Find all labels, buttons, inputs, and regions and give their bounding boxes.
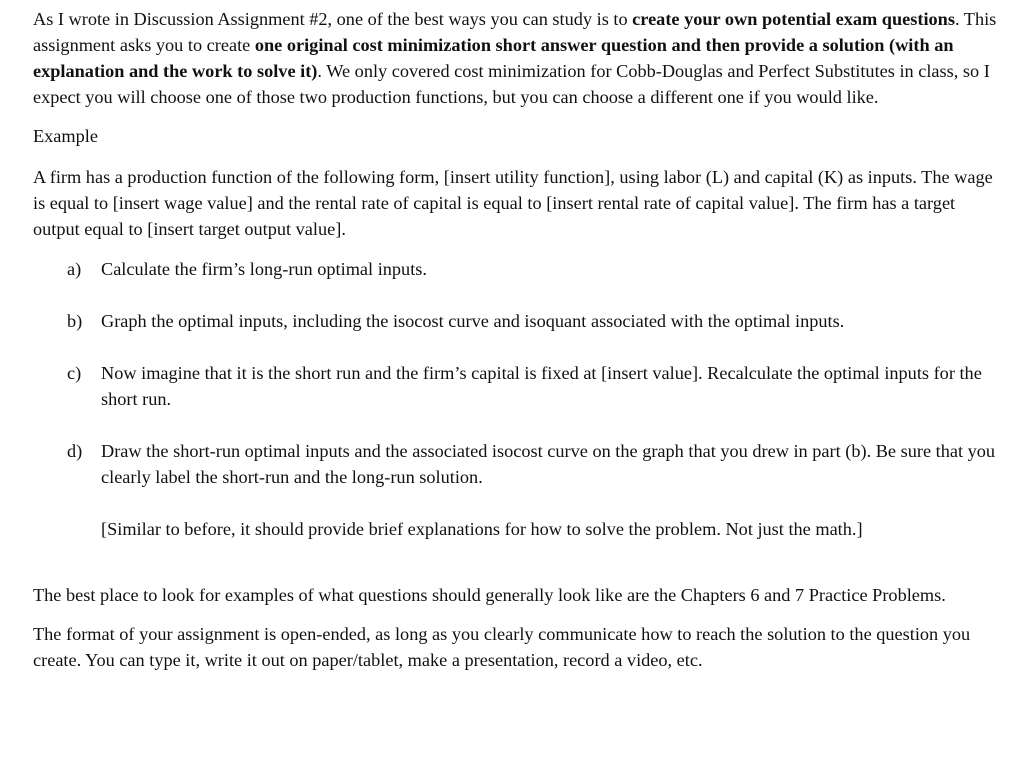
part-text: Calculate the firm’s long-run optimal inputs. (101, 259, 427, 279)
question-parts-list (33, 256, 1001, 490)
assignment-document (33, 6, 1001, 673)
intro-paragraph (33, 6, 1001, 110)
question-part-b (33, 308, 1001, 334)
solution-note: [Similar to before, it should provide brief explanations for how to solve the problem. Not just the math.] (101, 519, 863, 539)
part-text: Now imagine that it is the short run and the firm’s capital is fixed at [insert value]. Recalculate the optimal inputs for the short run. (101, 363, 982, 409)
example-scenario: A firm has a production function of the following form, [insert utility function], using labor (L) and capital (K) as inputs. The wage is equal to [insert wage value] and the rental rate of capital is equal to [insert rental rate of capital value]. The firm has a target output equal to [insert target output value]. (33, 167, 993, 239)
closing-paragraph-format: The format of your assignment is open-ended, as long as you clearly communicate how to reach the solution to the question you create. You can type it, write it out on paper/tablet, make a presentation, record a video, etc. (33, 624, 971, 670)
intro-text-1: As I wrote in Discussion Assignment #2, one of the best ways you can study is to (33, 9, 633, 29)
part-marker: a) (67, 259, 82, 279)
closing-paragraph-practice: The best place to look for examples of what questions should generally look like are the Chapters 6 and 7 Practice Problems. (33, 585, 946, 605)
question-part-a (33, 256, 1001, 282)
question-part-c (33, 360, 1001, 412)
part-text: Graph the optimal inputs, including the isocost curve and isoquant associated with the optimal inputs. (101, 311, 845, 331)
intro-emphasis-1: create your own potential exam questions (632, 9, 955, 29)
part-marker: b) (67, 311, 83, 331)
intro-emphasis-2: one original cost minimization short answer question and then provide a solution (with an explanation and the work to solve it) (33, 35, 954, 81)
part-marker: c) (67, 363, 82, 383)
intro-text-3: . We only covered cost minimization for Cobb-Douglas and Perfect Substitutes in class, so I expect you will choose one of those two production functions, but you can choose a different one if you would like. (33, 61, 990, 107)
intro-text-2: . This assignment asks you to create (33, 9, 997, 55)
part-text: Draw the short-run optimal inputs and the associated isocost curve on the graph that you drew in part (b). Be sure that you clearly label the short-run and the long-run solution. (101, 441, 996, 487)
example-heading: Example (33, 126, 98, 146)
question-part-d (33, 438, 1001, 490)
part-marker: d) (67, 441, 83, 461)
